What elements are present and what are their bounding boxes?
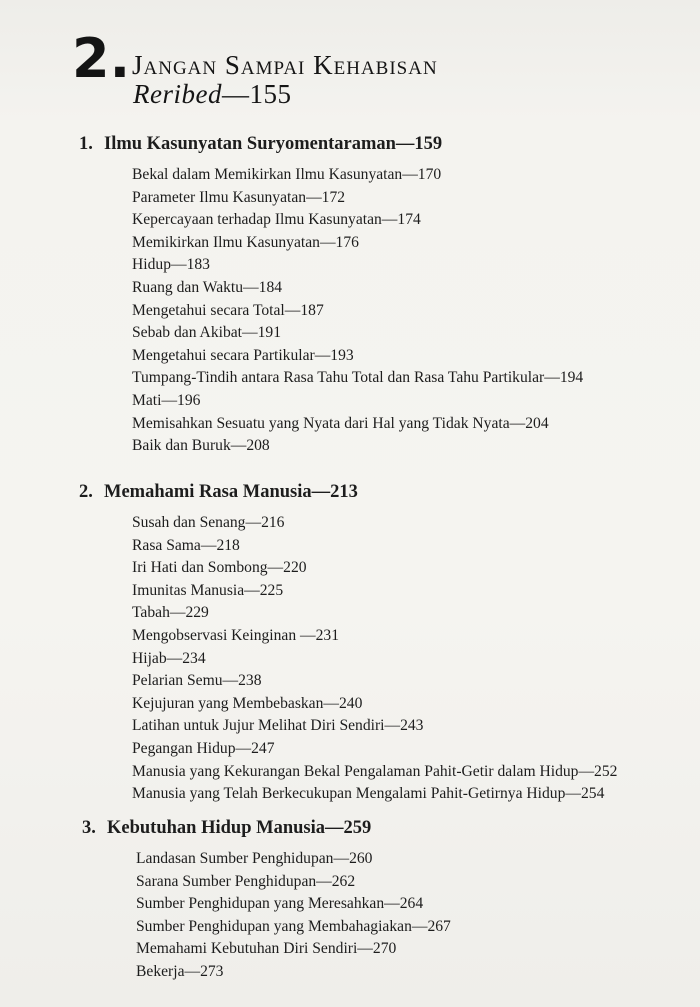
toc-entry: Manusia yang Kekurangan Bekal Pengalaman Pahit-Getir dalam Hidup—252 — [132, 762, 618, 780]
part-subtitle-text: Reribed — [133, 79, 222, 109]
toc-entry: Mengetahui secara Total—187 — [132, 301, 324, 319]
part-subtitle-page: —155 — [221, 79, 292, 109]
toc-entry: Hidup—183 — [132, 256, 210, 274]
chapter-title: Memahami Rasa Manusia—213 — [104, 482, 358, 502]
toc-entry: Sarana Sumber Penghidupan—262 — [136, 872, 356, 890]
chapter-entries — [136, 848, 451, 984]
part-title: Jangan Sampai Kehabisan — [132, 50, 438, 80]
chapter-entries — [132, 164, 583, 458]
toc-entry: Sebab dan Akibat—191 — [132, 324, 281, 342]
toc-entry: Pelarian Semu—238 — [132, 672, 262, 690]
toc-entry: Latihan untuk Jujur Melihat Diri Sendiri—243 — [132, 717, 424, 735]
chapter-title: Ilmu Kasunyatan Suryomentaraman—159 — [104, 134, 443, 154]
toc-entry: Landasan Sumber Penghidupan—260 — [136, 850, 373, 867]
toc-entry: Bekal dalam Memikirkan Ilmu Kasunyatan—170 — [132, 166, 442, 183]
toc-entry: Pegangan Hidup—247 — [132, 739, 275, 757]
toc-entry: Imunitas Manusia—225 — [132, 581, 284, 599]
chapter-number: 3. — [82, 818, 96, 838]
chapter-number: 2. — [79, 482, 93, 502]
chapter-entries — [132, 512, 617, 806]
toc-entry: Mengetahui secara Partikular—193 — [132, 346, 354, 364]
toc-entry: Tabah—229 — [132, 604, 209, 622]
toc-entry: Mengobservasi Keinginan —231 — [132, 626, 340, 644]
part-number: 2. — [72, 27, 131, 90]
chapter-2 — [79, 481, 617, 806]
toc-entry: Baik dan Buruk—208 — [132, 437, 270, 455]
chapter-heading — [79, 481, 617, 503]
toc-entry: Memisahkan Sesuatu yang Nyata dari Hal yang Tidak Nyata—204 — [132, 414, 549, 432]
chapter-heading — [82, 817, 451, 839]
chapter-title: Kebutuhan Hidup Manusia—259 — [107, 818, 372, 838]
toc-entry: Kepercayaan terhadap Ilmu Kasunyatan—174 — [132, 211, 421, 229]
toc-entry: Parameter Ilmu Kasunyatan—172 — [132, 188, 346, 206]
chapter-3 — [82, 817, 451, 984]
chapter-1 — [79, 133, 583, 458]
toc-entry: Iri Hati dan Sombong—220 — [132, 559, 307, 577]
chapter-number: 1. — [79, 134, 93, 154]
chapter-heading — [79, 133, 583, 155]
toc-entry: Mati—196 — [132, 391, 201, 409]
toc-entry: Memikirkan Ilmu Kasunyatan—176 — [132, 233, 359, 251]
toc-entry: Memahami Kebutuhan Diri Sendiri—270 — [136, 940, 397, 958]
toc-entry: Kejujuran yang Membebaskan—240 — [132, 694, 363, 712]
toc-entry: Hijab—234 — [132, 649, 206, 667]
toc-entry: Rasa Sama—218 — [132, 536, 240, 554]
toc-entry: Bekerja—273 — [136, 962, 224, 980]
toc-entry: Sumber Penghidupan yang Membahagiakan—267 — [136, 917, 451, 935]
toc-entry: Ruang dan Waktu—184 — [132, 278, 283, 296]
toc-entry: Tumpang-Tindih antara Rasa Tahu Total dan Rasa Tahu Partikular—194 — [132, 369, 584, 387]
part-subtitle — [133, 78, 291, 110]
toc-entry: Manusia yang Telah Berkecukupan Mengalami Pahit-Getirnya Hidup—254 — [132, 785, 605, 803]
toc-entry: Susah dan Senang—216 — [132, 514, 285, 531]
toc-entry: Sumber Penghidupan yang Meresahkan—264 — [136, 895, 424, 913]
